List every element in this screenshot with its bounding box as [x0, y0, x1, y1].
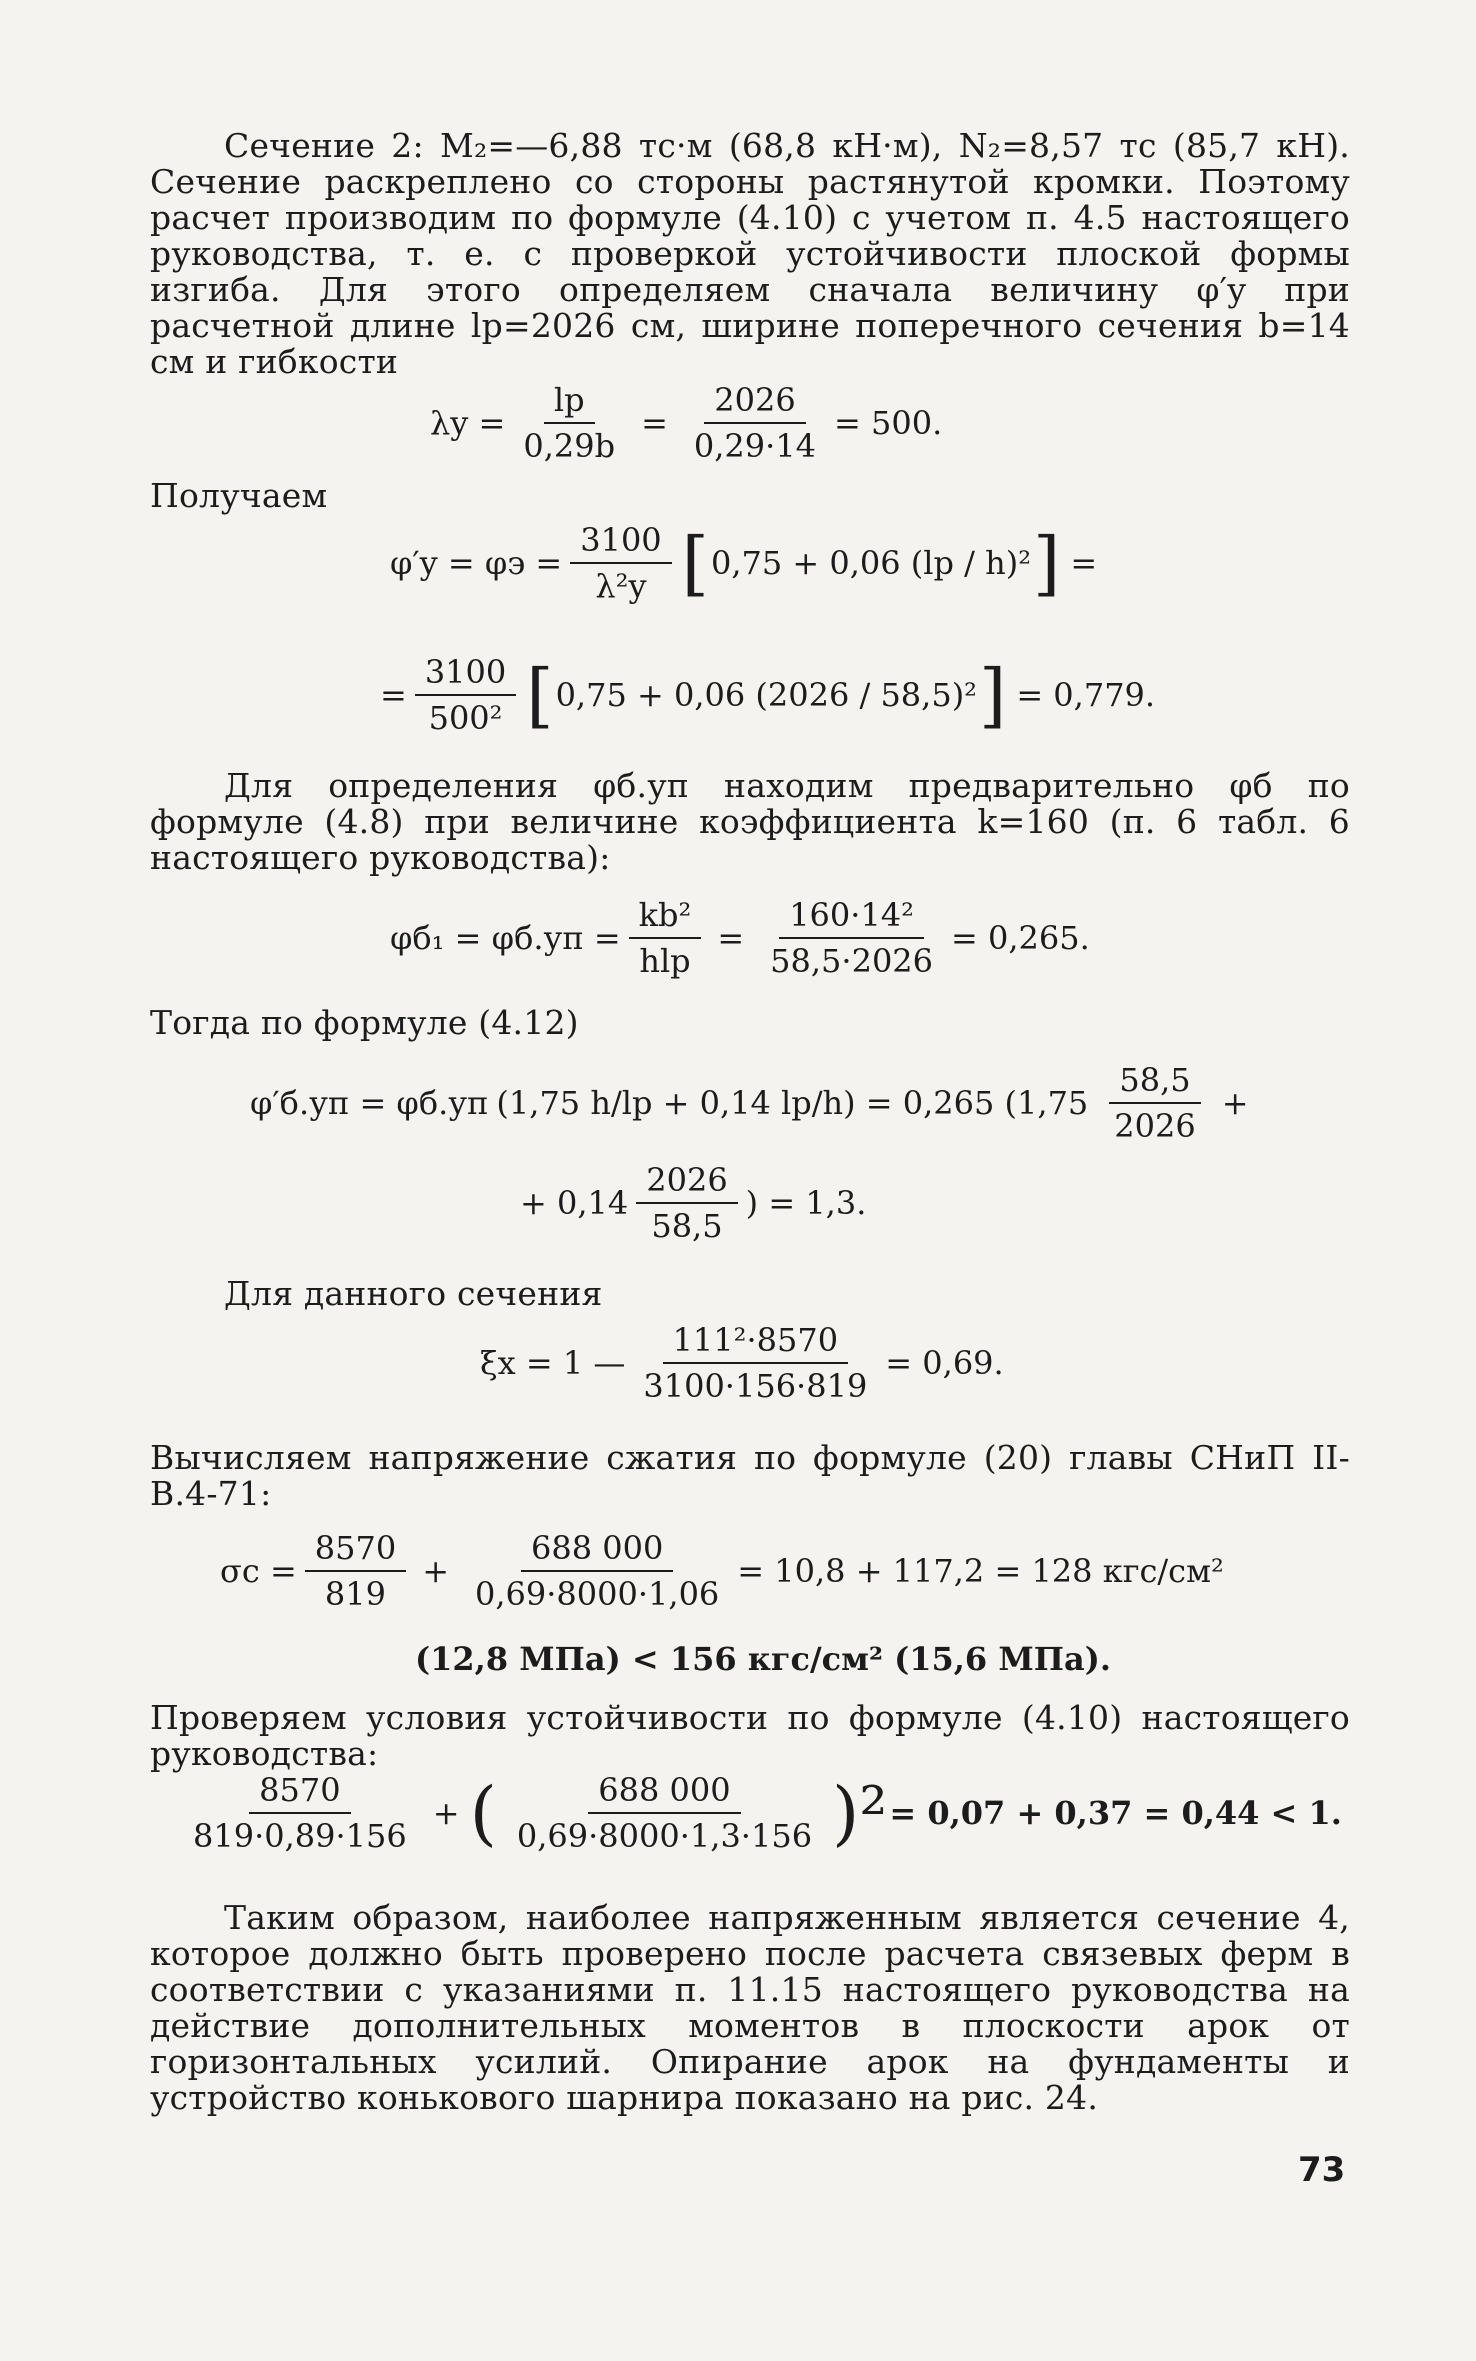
paragraph-4: Тогда по формуле (4.12) [150, 1003, 579, 1042]
page-number: 73 [1298, 2150, 1346, 2190]
equation-1: λy = $\frac{lр}{0,29b}$ = $\frac{2026}{0,29\cdot 14}$ = 500. [430, 381, 943, 465]
paragraph-2: Получаем [150, 476, 328, 515]
equation-4: φб₁ = φб.уп = $\frac{\text{kb²}}{\text{hlp}}$ = $\frac{\text{160·14²}}{58,5\cdot 2026}$ = 0,265. [390, 896, 1090, 980]
equation-5: φ′б.уп = φб.уп (1,75 h/lр + 0,14 lр/h) = 0,265 (1,75 $\frac{58,5}{2026}$ + [250, 1061, 1249, 1145]
equation-6: + 0,14 $\frac{2026}{58,5}$ ) = 1,3. [520, 1161, 867, 1245]
equation-3: = $\frac{3100}{\text{500²}}$ [ 0,75 + 0,06 (2026 / 58,5)² ] = 0,779. [380, 653, 1156, 737]
paragraph-text: Сечение 2: M₂=—6,88 тс·м (68,8 кН·м), N₂=8,57 тс (85,7 кН). Сечение раскреплено со стороны растянутой кромки. Поэтому расчет производим по формуле (4.10) с учетом п. 4.5 настоящего руководства, т. е. с проверкой устойчивости плоской формы изгиба. Для этого определяем сначала величину φ′y при расчетной длине lр=2026 см, ширине поперечного сечения b=14 см и гибкости [150, 126, 1350, 381]
paragraph-6: Вычисляем напряжение сжатия по формуле (20) главы СНиП II-B.4-71: [150, 1438, 1350, 1513]
equation-9: (12,8 МПа) < 156 кгс/см² (15,6 МПа). [415, 1640, 1111, 1678]
paragraph-7: Проверяем условия устойчивости по формуле (4.10) настоящего руководства: [150, 1698, 1350, 1773]
equation-7: ξx = 1 — $\frac{\text{111²·8570}}{3100\cdot 156\cdot 819}$ = 0,69. [480, 1321, 1004, 1405]
paragraph-8: Таким образом, наиболее напряженным является сечение 4, которое должно быть проверено после расчета связевых ферм в соответствии с указаниями п. 11.15 настоящего руководства на действие дополнительных моментов в плоскости арок от горизонтальных усилий. Опирание арок на фундаменты и устройство конькового шарнира показано на рис. 24. [150, 1898, 1350, 2117]
equation-10: $\frac{8570}{819\cdot 0,89\cdot 156}$ + ( $\frac{688 000}{0,69\cdot 8000\cdot 1,3\cdot 156}$ )² = 0,07 + 0,37 = 0,44 < 1. [193, 1771, 1342, 1855]
paragraph-1 [150, 128, 1350, 380]
paragraph-3: Для определения φб.уп находим предварительно φб по формуле (4.8) при величине коэффициента k=160 (п. 6 табл. 6 настоящего руководства): [150, 766, 1350, 877]
equation-2: φ′y = φэ = $\frac{3100}{\text{λ²y}}$ [ 0,75 + 0,06 (lр / h)² ] = [390, 521, 1098, 605]
equation-8: σc = $\frac{8570}{819}$ + $\frac{688 000}{0,69\cdot 8000\cdot 1,06}$ = 10,8 + 117,2 = 128 кгс/см² [220, 1529, 1224, 1613]
paragraph-5: Для данного сечения [224, 1274, 603, 1313]
